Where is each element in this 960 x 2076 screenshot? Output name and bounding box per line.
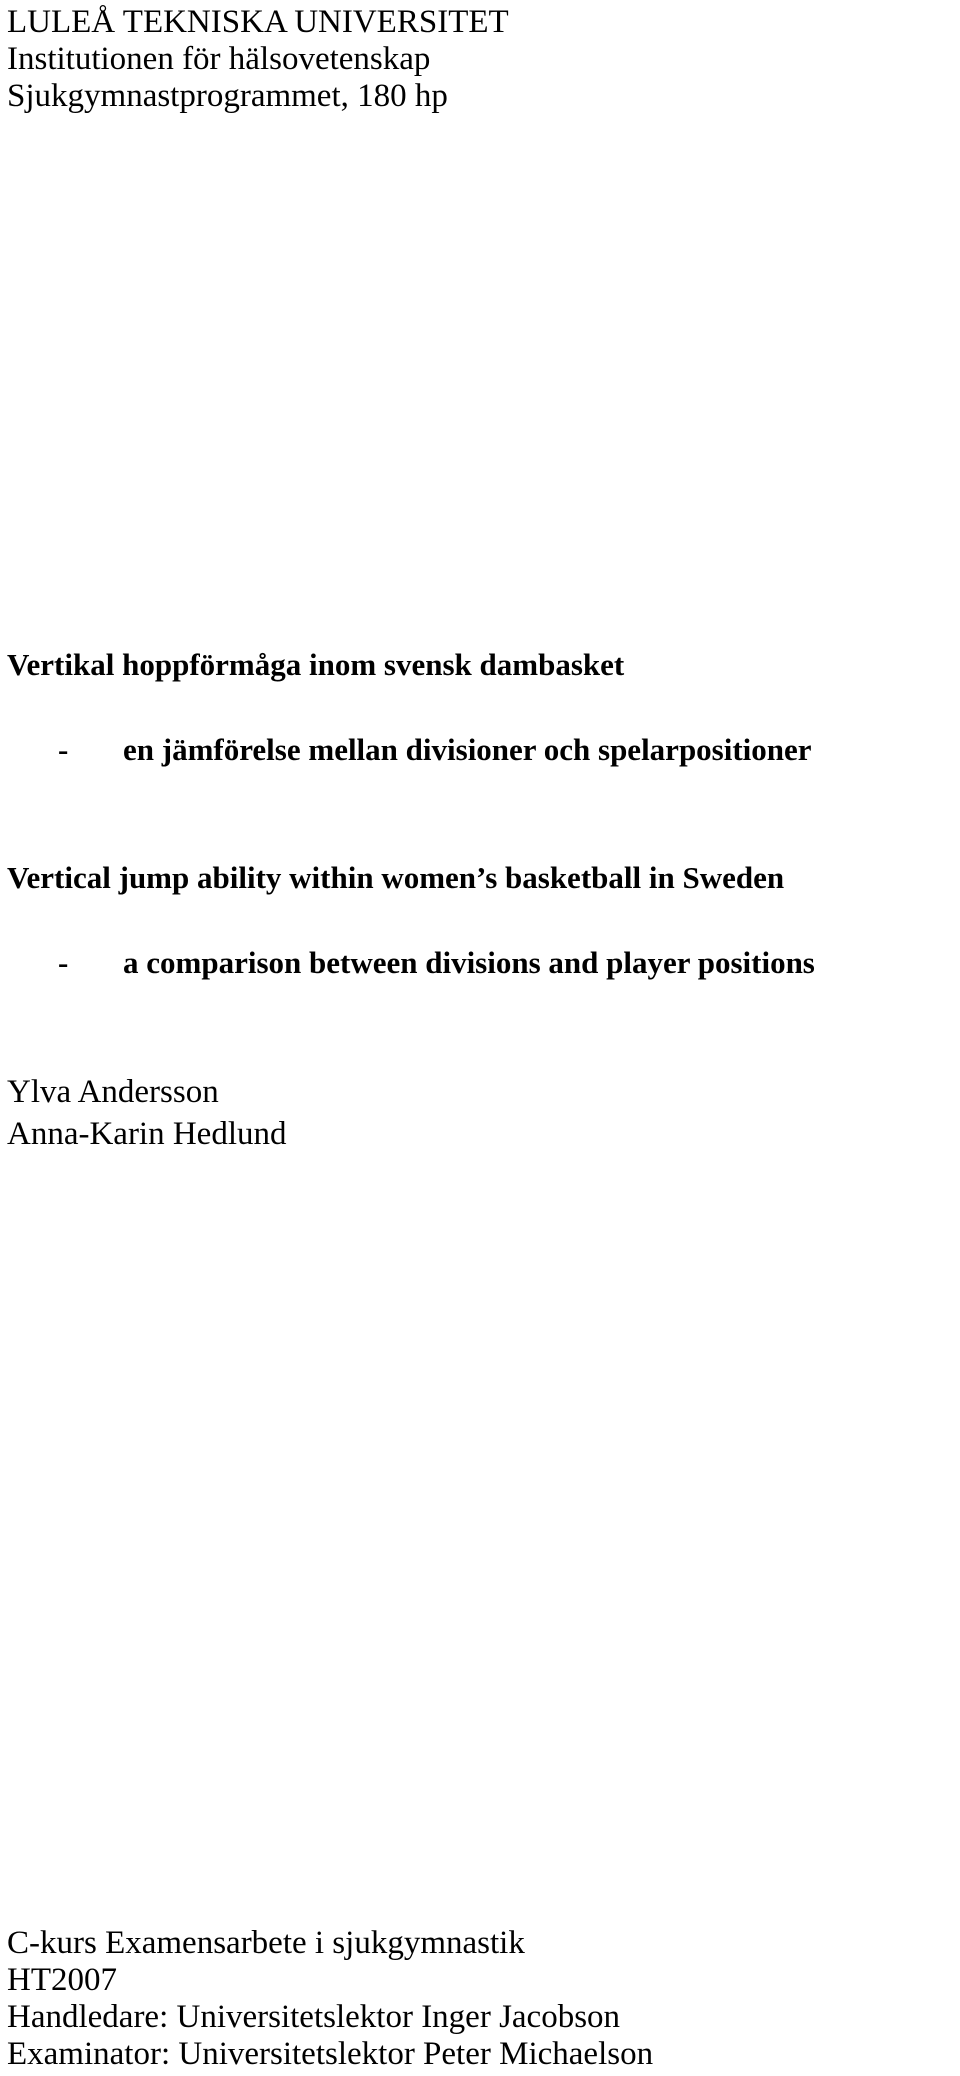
swedish-subtitle [58, 734, 812, 765]
author-name: Anna-Karin Hedlund [7, 1116, 287, 1152]
program-name: Sjukgymnastprogrammet, 180 hp [7, 78, 448, 114]
course-name: C-kurs Examensarbete i sjukgymnastik [7, 1925, 525, 1961]
institution-name: Institutionen för hälsovetenskap [7, 41, 431, 77]
english-subtitle-dash: - [58, 945, 69, 980]
swedish-title: Vertikal hoppförmåga inom svensk dambasket [7, 647, 625, 682]
english-subtitle [58, 947, 815, 978]
author-name: Ylva Andersson [7, 1074, 219, 1110]
supervisor: Handledare: Universitetslektor Inger Jacobson [7, 1999, 621, 2035]
english-subtitle-text: a comparison between divisions and player positions [123, 945, 815, 980]
swedish-subtitle-text: en jämförelse mellan divisioner och spelarpositioner [123, 732, 812, 767]
swedish-subtitle-dash: - [58, 732, 69, 767]
english-title: Vertical jump ability within women’s basketball in Sweden [7, 860, 785, 895]
term: HT2007 [7, 1962, 117, 1998]
examiner: Examinator: Universitetslektor Peter Michaelson [7, 2036, 654, 2072]
university-name: LULEÅ TEKNISKA UNIVERSITET [7, 4, 509, 40]
